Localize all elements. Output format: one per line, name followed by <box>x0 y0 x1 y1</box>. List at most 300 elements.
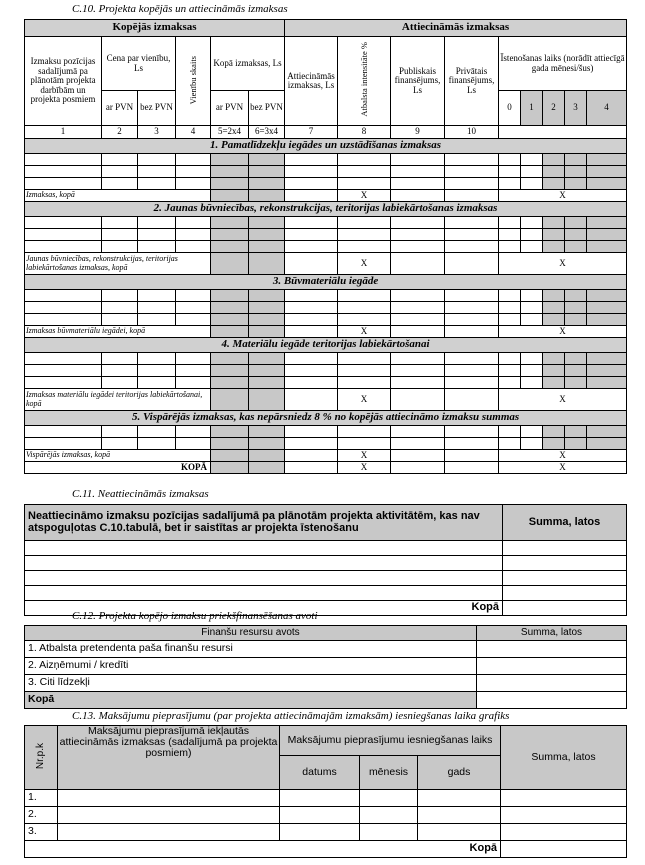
grand-total-cell[interactable] <box>285 462 338 474</box>
data-cell[interactable] <box>587 241 627 253</box>
data-cell[interactable] <box>521 377 543 389</box>
subtotal-mark: X <box>338 450 391 462</box>
data-cell[interactable] <box>565 229 587 241</box>
data-cell[interactable] <box>587 178 627 190</box>
col-num: 7 <box>285 126 338 139</box>
data-cell[interactable] <box>391 314 445 326</box>
data-cell[interactable] <box>391 377 445 389</box>
subtotal-cell[interactable] <box>249 389 285 411</box>
data-cell[interactable] <box>176 229 211 241</box>
data-cell[interactable] <box>499 377 521 389</box>
data-cell[interactable] <box>102 154 138 166</box>
c10-table <box>24 19 627 474</box>
c10-title: C.10. Projekta kopējās un attiecināmās izmaksas <box>72 3 288 15</box>
data-cell[interactable] <box>211 178 249 190</box>
section-subtotal-label: Izmaksas būvmateriālu iegādei, kopā <box>25 326 211 338</box>
subtotal-cell[interactable] <box>211 389 249 411</box>
subtotal-cell[interactable] <box>285 389 338 411</box>
data-cell[interactable] <box>176 426 211 438</box>
data-cell[interactable] <box>249 178 285 190</box>
data-cell[interactable] <box>499 229 521 241</box>
subtotal-cell[interactable] <box>249 326 285 338</box>
data-cell[interactable] <box>211 377 249 389</box>
subtotal-cell[interactable] <box>445 326 499 338</box>
data-cell[interactable] <box>25 241 102 253</box>
c12-total-cell[interactable] <box>477 692 627 709</box>
period-3: 3 <box>565 91 587 126</box>
data-cell[interactable] <box>338 178 391 190</box>
h-total: Kopā izmaksas, Ls <box>211 37 285 91</box>
data-cell[interactable] <box>249 166 285 178</box>
data-cell[interactable] <box>499 241 521 253</box>
data-cell[interactable] <box>138 154 176 166</box>
data-cell[interactable] <box>445 314 499 326</box>
c11-sum-cell[interactable] <box>503 541 627 556</box>
c11-table <box>24 504 627 616</box>
data-cell[interactable] <box>543 314 565 326</box>
data-cell[interactable] <box>176 438 211 450</box>
data-cell[interactable] <box>565 154 587 166</box>
data-cell[interactable] <box>521 353 543 365</box>
data-cell[interactable] <box>211 426 249 438</box>
data-cell[interactable] <box>587 154 627 166</box>
c13-row-nr: 2. <box>25 807 58 824</box>
data-cell[interactable] <box>445 438 499 450</box>
data-cell[interactable] <box>138 377 176 389</box>
data-cell[interactable] <box>499 290 521 302</box>
data-cell[interactable] <box>391 166 445 178</box>
c11-row[interactable] <box>25 541 503 556</box>
subtotal-cell[interactable] <box>391 190 445 202</box>
data-cell[interactable] <box>285 241 338 253</box>
data-cell[interactable] <box>176 302 211 314</box>
c13-h-costs: Maksājumu pieprasījumā iekļautās attiecināmās izmaksas (sadalījumā pa projekta posmiem) <box>58 726 280 790</box>
data-cell[interactable] <box>138 353 176 365</box>
c12-total-label: Kopā <box>25 692 477 709</box>
data-cell[interactable] <box>138 241 176 253</box>
c12-sum-cell[interactable] <box>477 641 627 658</box>
data-cell[interactable] <box>521 166 543 178</box>
data-cell[interactable] <box>25 314 102 326</box>
data-cell[interactable] <box>445 377 499 389</box>
data-cell[interactable] <box>521 302 543 314</box>
subtotal-cell[interactable] <box>391 326 445 338</box>
data-cell[interactable] <box>211 217 249 229</box>
data-cell[interactable] <box>285 290 338 302</box>
data-cell[interactable] <box>25 154 102 166</box>
data-cell[interactable] <box>249 377 285 389</box>
data-cell[interactable] <box>338 314 391 326</box>
data-cell[interactable] <box>391 229 445 241</box>
data-cell[interactable] <box>587 438 627 450</box>
section-title: 1. Pamatlīdzekļu iegādes un uzstādīšanas izmaksas <box>25 139 627 154</box>
data-cell[interactable] <box>391 353 445 365</box>
data-cell[interactable] <box>543 365 565 377</box>
data-cell[interactable] <box>138 166 176 178</box>
data-cell[interactable] <box>211 365 249 377</box>
data-cell[interactable] <box>249 302 285 314</box>
data-cell[interactable] <box>445 166 499 178</box>
subtotal-mark: X <box>499 190 627 202</box>
data-cell[interactable] <box>565 217 587 229</box>
data-cell[interactable] <box>249 217 285 229</box>
data-cell[interactable] <box>138 290 176 302</box>
data-cell[interactable] <box>249 154 285 166</box>
data-cell[interactable] <box>25 365 102 377</box>
c11-h-sum: Summa, latos <box>503 505 627 541</box>
data-cell[interactable] <box>25 217 102 229</box>
subtotal-cell[interactable] <box>285 253 338 275</box>
data-cell[interactable] <box>211 290 249 302</box>
data-cell[interactable] <box>521 217 543 229</box>
subtotal-cell[interactable] <box>285 190 338 202</box>
data-cell[interactable] <box>285 377 338 389</box>
data-cell[interactable] <box>499 217 521 229</box>
data-cell[interactable] <box>499 166 521 178</box>
data-cell[interactable] <box>565 241 587 253</box>
data-cell[interactable] <box>285 438 338 450</box>
h-public: Publiskais finansējums, Ls <box>391 37 445 126</box>
data-cell[interactable] <box>499 314 521 326</box>
period-1: 1 <box>521 91 543 126</box>
data-cell[interactable] <box>521 438 543 450</box>
data-cell[interactable] <box>285 302 338 314</box>
c13-h-sum: Summa, latos <box>501 726 627 790</box>
data-cell[interactable] <box>499 438 521 450</box>
grand-total-label: KOPĀ <box>25 462 211 474</box>
data-cell[interactable] <box>587 217 627 229</box>
c13-total-cell[interactable] <box>501 841 627 858</box>
data-cell[interactable] <box>565 178 587 190</box>
data-cell[interactable] <box>587 426 627 438</box>
data-cell[interactable] <box>285 353 338 365</box>
data-cell[interactable] <box>102 353 138 365</box>
c11-row[interactable] <box>25 556 503 571</box>
data-cell[interactable] <box>338 377 391 389</box>
c12-row-loans: 2. Aizņēmumi / kredīti <box>25 658 477 675</box>
data-cell[interactable] <box>338 229 391 241</box>
section-title: 2. Jaunas būvniecības, rekonstrukcijas, teritorijas labiekārtošanas izmaksas <box>25 202 627 217</box>
data-cell[interactable] <box>565 166 587 178</box>
data-cell[interactable] <box>102 426 138 438</box>
data-cell[interactable] <box>587 377 627 389</box>
data-cell[interactable] <box>102 217 138 229</box>
data-cell[interactable] <box>587 229 627 241</box>
c12-sum-cell[interactable] <box>477 658 627 675</box>
data-cell[interactable] <box>211 229 249 241</box>
subtotal-cell[interactable] <box>445 389 499 411</box>
data-cell[interactable] <box>587 365 627 377</box>
data-cell[interactable] <box>249 314 285 326</box>
data-cell[interactable] <box>445 229 499 241</box>
data-cell[interactable] <box>25 166 102 178</box>
data-cell[interactable] <box>543 302 565 314</box>
data-cell[interactable] <box>249 353 285 365</box>
data-cell[interactable] <box>543 353 565 365</box>
data-cell[interactable] <box>445 217 499 229</box>
data-cell[interactable] <box>521 154 543 166</box>
data-cell[interactable] <box>391 290 445 302</box>
group-total-costs: Kopējās izmaksas <box>25 20 285 37</box>
data-cell[interactable] <box>176 241 211 253</box>
data-cell[interactable] <box>543 166 565 178</box>
subtotal-cell[interactable] <box>285 326 338 338</box>
data-cell[interactable] <box>25 438 102 450</box>
data-cell[interactable] <box>249 290 285 302</box>
data-cell[interactable] <box>176 178 211 190</box>
grand-total-cell[interactable] <box>211 462 249 474</box>
h-unit-price: Cena par vienību, Ls <box>102 37 176 91</box>
c13-total-label: Kopā <box>25 841 501 858</box>
col-num: 2 <box>102 126 138 139</box>
col-num: 4 <box>176 126 211 139</box>
data-cell[interactable] <box>521 290 543 302</box>
data-cell[interactable] <box>338 426 391 438</box>
data-cell[interactable] <box>249 229 285 241</box>
data-cell[interactable] <box>285 365 338 377</box>
section-subtotal-label: Izmaksas materiālu iegādei teritorijas labiekārtošanai, kopā <box>25 389 211 411</box>
data-cell[interactable] <box>138 365 176 377</box>
subtotal-cell[interactable] <box>285 450 338 462</box>
grand-total-cell[interactable] <box>391 462 445 474</box>
data-cell[interactable] <box>565 290 587 302</box>
data-cell[interactable] <box>521 426 543 438</box>
subtotal-cell[interactable] <box>211 450 249 462</box>
c11-total-cell[interactable] <box>503 601 627 616</box>
subtotal-cell[interactable] <box>445 190 499 202</box>
subtotal-cell[interactable] <box>391 253 445 275</box>
data-cell[interactable] <box>338 290 391 302</box>
data-cell[interactable] <box>521 229 543 241</box>
c12-row-own: 1. Atbalsta pretendenta paša finanšu resursi <box>25 641 477 658</box>
data-cell[interactable] <box>138 178 176 190</box>
section-title: 3. Būvmateriālu iegāde <box>25 275 627 290</box>
data-cell[interactable] <box>338 241 391 253</box>
data-cell[interactable] <box>176 314 211 326</box>
data-cell[interactable] <box>25 353 102 365</box>
data-cell[interactable] <box>543 426 565 438</box>
period-0: 0 <box>499 91 521 126</box>
data-cell[interactable] <box>176 217 211 229</box>
data-cell[interactable] <box>138 302 176 314</box>
data-cell[interactable] <box>138 426 176 438</box>
data-cell[interactable] <box>25 229 102 241</box>
data-cell[interactable] <box>565 302 587 314</box>
c13-row-nr: 3. <box>25 824 58 841</box>
col-num: 9 <box>391 126 445 139</box>
data-cell[interactable] <box>543 178 565 190</box>
data-cell[interactable] <box>138 217 176 229</box>
data-cell[interactable] <box>565 314 587 326</box>
data-cell[interactable] <box>25 290 102 302</box>
data-cell[interactable] <box>338 217 391 229</box>
data-cell[interactable] <box>587 302 627 314</box>
subtotal-cell[interactable] <box>211 326 249 338</box>
data-cell[interactable] <box>338 302 391 314</box>
data-cell[interactable] <box>138 229 176 241</box>
c13-h-nr: Nr.p.k <box>25 726 58 790</box>
subtotal-cell[interactable] <box>249 450 285 462</box>
data-cell[interactable] <box>445 353 499 365</box>
data-cell[interactable] <box>102 302 138 314</box>
data-cell[interactable] <box>391 217 445 229</box>
data-cell[interactable] <box>176 365 211 377</box>
subtotal-mark: X <box>499 326 627 338</box>
h-price-ar-pvn: ar PVN <box>102 91 138 126</box>
data-cell[interactable] <box>102 166 138 178</box>
grand-total-cell[interactable] <box>249 462 285 474</box>
data-cell[interactable] <box>102 178 138 190</box>
data-cell[interactable] <box>565 377 587 389</box>
data-cell[interactable] <box>176 377 211 389</box>
data-cell[interactable] <box>499 426 521 438</box>
c11-row[interactable] <box>25 586 503 601</box>
data-cell[interactable] <box>249 365 285 377</box>
col-num: 10 <box>445 126 499 139</box>
data-cell[interactable] <box>391 154 445 166</box>
data-cell[interactable] <box>102 290 138 302</box>
subtotal-cell[interactable] <box>211 190 249 202</box>
data-cell[interactable] <box>25 426 102 438</box>
section-title: 5. Vispārējās izmaksas, kas nepārsniedz 8 % no kopējās attiecināmo izmaksu summas <box>25 411 627 426</box>
data-cell[interactable] <box>211 438 249 450</box>
data-cell[interactable] <box>543 229 565 241</box>
data-cell[interactable] <box>176 290 211 302</box>
c11-sum-cell[interactable] <box>503 556 627 571</box>
data-cell[interactable] <box>176 166 211 178</box>
grand-total-mark: X <box>499 462 627 474</box>
data-cell[interactable] <box>391 438 445 450</box>
subtotal-cell[interactable] <box>445 450 499 462</box>
data-cell[interactable] <box>587 166 627 178</box>
data-cell[interactable] <box>211 154 249 166</box>
data-cell[interactable] <box>445 302 499 314</box>
data-cell[interactable] <box>211 241 249 253</box>
subtotal-mark: X <box>499 389 627 411</box>
data-cell[interactable] <box>543 154 565 166</box>
data-cell[interactable] <box>543 217 565 229</box>
data-cell[interactable] <box>285 217 338 229</box>
data-cell[interactable] <box>391 302 445 314</box>
data-cell[interactable] <box>285 314 338 326</box>
data-cell[interactable] <box>102 229 138 241</box>
data-cell[interactable] <box>543 377 565 389</box>
data-cell[interactable] <box>445 426 499 438</box>
data-cell[interactable] <box>391 365 445 377</box>
data-cell[interactable] <box>391 178 445 190</box>
data-cell[interactable] <box>499 353 521 365</box>
data-cell[interactable] <box>25 302 102 314</box>
data-cell[interactable] <box>102 314 138 326</box>
data-cell[interactable] <box>499 154 521 166</box>
data-cell[interactable] <box>25 377 102 389</box>
data-cell[interactable] <box>391 241 445 253</box>
data-cell[interactable] <box>587 314 627 326</box>
data-cell[interactable] <box>285 229 338 241</box>
subtotal-cell[interactable] <box>391 450 445 462</box>
data-cell[interactable] <box>543 241 565 253</box>
h-total-bez-pvn: bez PVN <box>249 91 285 126</box>
data-cell[interactable] <box>521 178 543 190</box>
group-eligible-costs: Attiecināmās izmaksas <box>285 20 627 37</box>
data-cell[interactable] <box>102 438 138 450</box>
data-cell[interactable] <box>565 438 587 450</box>
data-cell[interactable] <box>565 426 587 438</box>
data-cell[interactable] <box>587 353 627 365</box>
data-cell[interactable] <box>176 154 211 166</box>
data-cell[interactable] <box>338 365 391 377</box>
c11-sum-cell[interactable] <box>503 586 627 601</box>
data-cell[interactable] <box>176 353 211 365</box>
subtotal-cell[interactable] <box>445 253 499 275</box>
data-cell[interactable] <box>499 302 521 314</box>
data-cell[interactable] <box>338 166 391 178</box>
data-cell[interactable] <box>102 377 138 389</box>
c12-sum-cell[interactable] <box>477 675 627 692</box>
data-cell[interactable] <box>102 241 138 253</box>
data-cell[interactable] <box>587 290 627 302</box>
data-cell[interactable] <box>338 353 391 365</box>
data-cell[interactable] <box>445 365 499 377</box>
data-cell[interactable] <box>249 426 285 438</box>
h-total-ar-pvn: ar PVN <box>211 91 249 126</box>
data-cell[interactable] <box>521 365 543 377</box>
subtotal-cell[interactable] <box>211 253 249 275</box>
data-cell[interactable] <box>102 365 138 377</box>
data-cell[interactable] <box>211 314 249 326</box>
h-item: Izmaksu pozīcijas sadalījumā pa plānotām projekta darbībām un projekta posmiem <box>25 37 102 126</box>
subtotal-cell[interactable] <box>249 190 285 202</box>
data-cell[interactable] <box>445 241 499 253</box>
c11-sum-cell[interactable] <box>503 571 627 586</box>
data-cell[interactable] <box>211 166 249 178</box>
data-cell[interactable] <box>445 154 499 166</box>
c13-h-date: datums <box>280 756 360 790</box>
data-cell[interactable] <box>285 154 338 166</box>
data-cell[interactable] <box>211 302 249 314</box>
data-cell[interactable] <box>138 314 176 326</box>
data-cell[interactable] <box>249 438 285 450</box>
data-cell[interactable] <box>445 290 499 302</box>
data-cell[interactable] <box>499 365 521 377</box>
grand-total-mark: X <box>338 462 391 474</box>
subtotal-cell[interactable] <box>391 389 445 411</box>
data-cell[interactable] <box>338 154 391 166</box>
data-cell[interactable] <box>445 178 499 190</box>
data-cell[interactable] <box>285 178 338 190</box>
data-cell[interactable] <box>285 166 338 178</box>
data-cell[interactable] <box>338 438 391 450</box>
data-cell[interactable] <box>211 353 249 365</box>
subtotal-cell[interactable] <box>249 253 285 275</box>
c11-row[interactable] <box>25 571 503 586</box>
c11-total-label: Kopā <box>25 601 503 616</box>
c13-title: C.13. Maksājumu pieprasījumu (par projekta attiecināmajām izmaksām) iesniegšanas laika grafiks <box>72 710 510 722</box>
data-cell[interactable] <box>138 438 176 450</box>
data-cell[interactable] <box>543 290 565 302</box>
data-cell[interactable] <box>25 178 102 190</box>
grand-total-cell[interactable] <box>445 462 499 474</box>
data-cell[interactable] <box>521 314 543 326</box>
data-cell[interactable] <box>565 365 587 377</box>
data-cell[interactable] <box>499 178 521 190</box>
data-cell[interactable] <box>565 353 587 365</box>
data-cell[interactable] <box>521 241 543 253</box>
data-cell[interactable] <box>543 438 565 450</box>
data-cell[interactable] <box>391 426 445 438</box>
data-cell[interactable] <box>285 426 338 438</box>
data-cell[interactable] <box>249 241 285 253</box>
